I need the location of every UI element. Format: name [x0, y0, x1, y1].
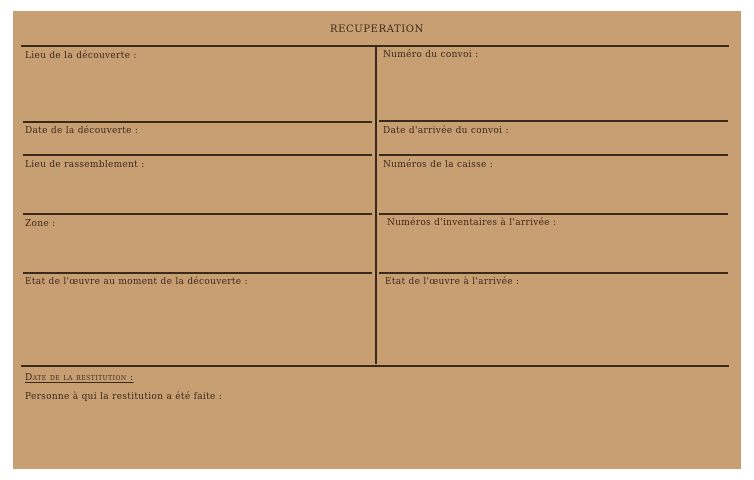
right-rule-1: [379, 120, 728, 122]
field-date-decouverte: Date de la découverte :: [25, 126, 139, 136]
field-lieu-decouverte: Lieu de la découverte :: [25, 51, 137, 61]
field-date-arrivee-convoi: Date d'arrivée du convoi :: [383, 126, 509, 136]
right-rule-2: [379, 154, 728, 156]
right-rule-3: [379, 213, 728, 215]
left-rule-3: [23, 213, 372, 215]
right-rule-4: [379, 272, 728, 274]
restitution-person: Personne à qui la restitution a été faite :: [25, 392, 223, 402]
field-numero-convoi: Numéro du convoi :: [383, 50, 479, 60]
left-rule-1: [23, 121, 372, 123]
column-divider: [375, 46, 377, 364]
field-numeros-caisse: Numéros de la caisse :: [383, 160, 494, 170]
card-title: RECUPERATION: [330, 24, 424, 35]
field-etat-decouverte: Etat de l'œuvre au moment de la découverte :: [25, 277, 248, 287]
left-rule-4: [23, 272, 372, 274]
field-numeros-inventaires: Numéros d'inventaires à l'arrivée :: [387, 218, 557, 228]
field-lieu-rassemblement: Lieu de rassemblement :: [25, 160, 145, 170]
left-rule-2: [23, 154, 372, 156]
restitution-heading: Date de la restitution :: [25, 373, 134, 383]
field-etat-arrivee: Etat de l'œuvre à l'arrivée :: [385, 277, 520, 287]
bottom-rule: [21, 365, 729, 367]
field-zone: Zone :: [25, 219, 56, 229]
record-card: [13, 11, 741, 469]
